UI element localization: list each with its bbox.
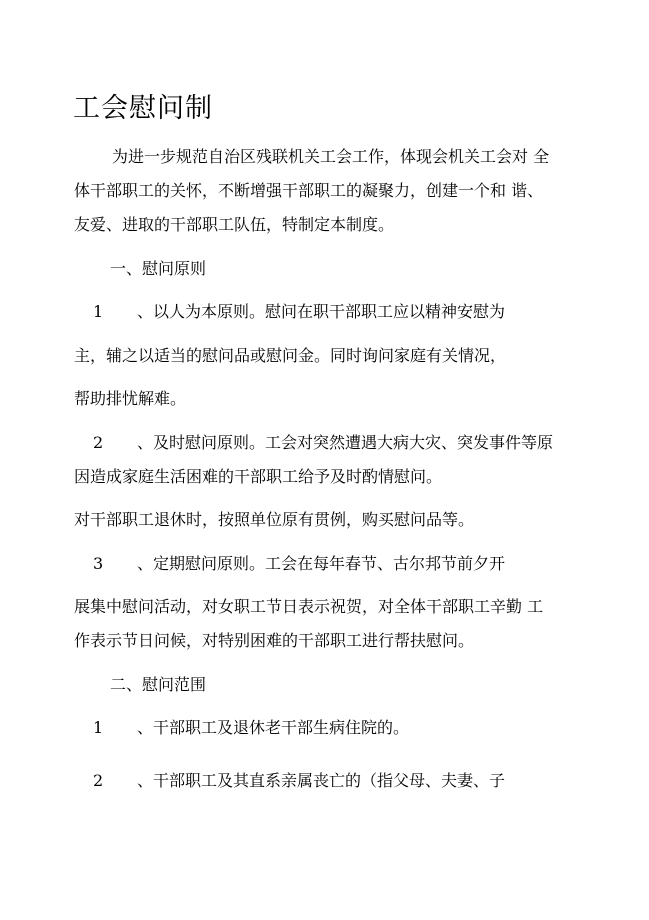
intro-line-2: 体干部职工的关怀，不断增强干部职工的凝聚力，创建一个和 谐、 (74, 181, 544, 200)
principle-item-2-cont-1: 因造成家庭生活困难的干部职工给予及时酌情慰问。 (74, 467, 443, 486)
section-heading-scope: 二、慰问范围 (110, 675, 207, 694)
item-number: 2 (93, 433, 104, 452)
principle-item-1-cont-2: 帮助排忧解难。 (74, 389, 187, 408)
principle-item-3-cont-1: 展集中慰问活动，对女职工节日表示祝贺，对全体干部职工辛勤 工 (74, 597, 544, 616)
principle-item-3-cont-2: 作表示节日问候，对特别困难的干部职工进行帮扶慰问。 (74, 631, 475, 650)
item-number: 1 (93, 718, 104, 737)
item-number: 3 (93, 554, 104, 573)
item-text: 、干部职工及其直系亲属丧亡的（指父母、夫妻、子 (137, 771, 506, 790)
item-text: 、定期慰问原则。工会在每年春节、古尔邦节前夕开 (137, 554, 506, 573)
section-heading-principles: 一、慰问原则 (110, 259, 207, 278)
intro-line-3: 友爱、进取的干部职工队伍，特制定本制度。 (74, 215, 395, 234)
principle-item-1-cont-1: 主，辅之以适当的慰问品或慰问金。同时询问家庭有关情况， (74, 346, 507, 365)
principle-item-2 (93, 433, 553, 453)
item-text: 、干部职工及退休老干部生病住院的。 (137, 718, 410, 737)
item-number: 2 (93, 771, 104, 790)
principle-item-1 (93, 302, 505, 322)
item-text: 、及时慰问原则。工会对突然遭遇大病大灾、突发事件等原 (137, 433, 554, 452)
item-text: 、以人为本原则。慰问在职干部职工应以精神安慰为 (137, 302, 506, 321)
intro-line-1: 为进一步规范自治区残联机关工会工作，体现会机关工会对 全 (112, 147, 550, 166)
scope-item-1 (93, 718, 409, 738)
item-number: 1 (93, 302, 104, 321)
principle-item-2-cont-2: 对干部职工退休时，按照单位原有贯例，购买慰问品等。 (74, 510, 475, 529)
principle-item-3 (93, 554, 505, 574)
scope-item-2 (93, 771, 505, 791)
page-title: 工会慰问制 (73, 93, 213, 124)
